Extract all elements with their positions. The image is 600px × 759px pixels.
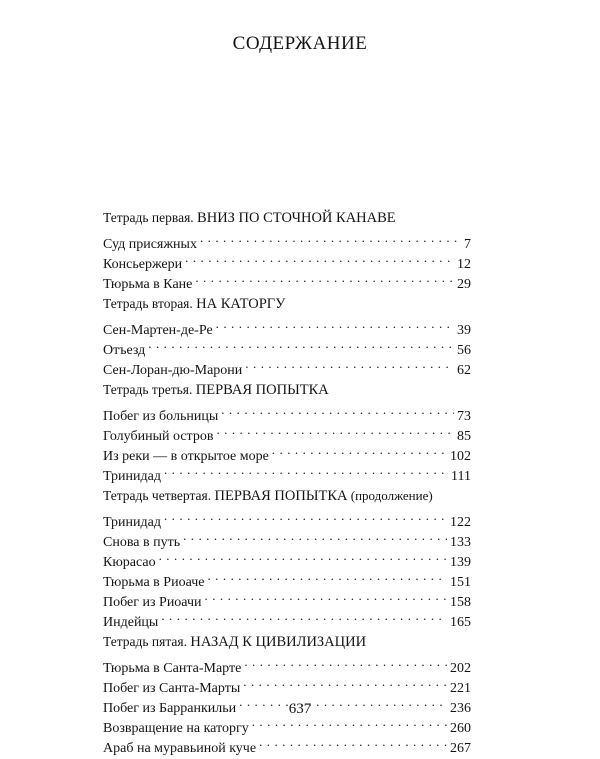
toc-entry (103, 228, 471, 252)
toc-entry (103, 354, 471, 378)
entry-title: Тринидад (103, 469, 161, 484)
section-heading (103, 380, 471, 400)
section-title: ПЕРВАЯ ПОПЫТКА (195, 382, 329, 398)
dot-leader (216, 314, 454, 334)
toc-entry (103, 334, 471, 358)
entry-page-number: 29 (457, 277, 471, 292)
entry-page-number: 236 (450, 701, 471, 716)
section-title: НАЗАД К ЦИВИЛИЗАЦИИ (190, 634, 367, 650)
toc-section (103, 208, 471, 292)
dot-leader (244, 652, 447, 672)
entry-page-number: 267 (450, 741, 471, 756)
section-title: ВНИЗ ПО СТОЧНОЙ КАНАВЕ (197, 210, 396, 226)
section-title: ПЕРВАЯ ПОПЫТКА (214, 488, 348, 504)
entry-title: Сен-Лоран-дю-Марони (103, 363, 243, 378)
section-heading (103, 632, 471, 652)
toc-section (103, 294, 471, 378)
dot-leader (148, 334, 454, 354)
entry-page-number: 165 (450, 615, 471, 630)
dot-leader (161, 606, 447, 626)
entry-title: Тринидад (103, 515, 161, 530)
dot-leader (243, 672, 447, 692)
entry-page-number: 122 (450, 515, 471, 530)
dot-leader (216, 420, 454, 440)
entry-title: Побег из Барранкильи (103, 701, 237, 716)
entry-page-number: 56 (457, 343, 471, 358)
entry-page-number: 139 (450, 555, 471, 570)
entry-page-number: 133 (450, 535, 471, 550)
toc-entry (103, 314, 471, 338)
entry-title: Снова в путь (103, 535, 181, 550)
entry-title: Суд присяжных (103, 237, 197, 252)
dot-leader (221, 400, 454, 420)
entry-title: Кюрасао (103, 555, 156, 570)
entry-title: Тюрьма в Риоаче (103, 575, 205, 590)
section-notebook-label: Тетрадь пятая. (103, 634, 191, 649)
entry-title: Побег из Санта-Марты (103, 681, 241, 696)
entry-page-number: 260 (450, 721, 471, 736)
dot-leader (205, 586, 448, 606)
entry-page-number: 7 (464, 237, 471, 252)
entry-title: Голубиный остров (103, 429, 214, 444)
entry-page-number: 221 (450, 681, 471, 696)
entry-page-number: 102 (450, 449, 471, 464)
entry-title: Араб на муравьиной куче (103, 741, 257, 756)
entry-page-number: 12 (457, 257, 471, 272)
entry-title: Сен-Мартен-де-Ре (103, 323, 213, 338)
entry-page-number: 73 (457, 409, 471, 424)
entry-page-number: 111 (451, 469, 471, 484)
dot-leader (200, 228, 461, 248)
toc-section (103, 632, 471, 756)
section-notebook-label: Тетрадь третья. (103, 382, 196, 397)
toc-entry (103, 506, 471, 530)
dot-leader (183, 526, 447, 546)
entry-page-number: 85 (457, 429, 471, 444)
toc-entry (103, 652, 471, 676)
entry-title: Индейцы (103, 615, 159, 630)
dot-leader (164, 506, 447, 526)
section-title: НА КАТОРГУ (196, 296, 286, 312)
dot-leader (159, 546, 447, 566)
entry-title: Возвращение на каторгу (103, 721, 249, 736)
entry-title: Тюрьма в Кане (103, 277, 193, 292)
section-heading (103, 486, 471, 506)
dot-leader (259, 732, 447, 752)
dot-leader (207, 566, 447, 586)
section-note: (продолжение) (347, 488, 433, 503)
toc-entry (103, 400, 471, 424)
entry-title: Тюрьма в Санта-Марте (103, 661, 242, 676)
page-title: СОДЕРЖАНИЕ (232, 33, 368, 54)
dot-leader (245, 354, 454, 374)
section-notebook-label: Тетрадь вторая. (103, 296, 197, 311)
dot-leader (272, 440, 447, 460)
dot-leader (164, 460, 448, 480)
entry-page-number: 39 (457, 323, 471, 338)
entry-page-number: 158 (450, 595, 471, 610)
toc-entry (103, 546, 471, 570)
entry-page-number: 202 (450, 661, 471, 676)
section-notebook-label: Тетрадь первая. (103, 210, 198, 225)
dot-leader (185, 248, 454, 268)
table-of-contents (103, 208, 471, 758)
dot-leader (195, 268, 454, 288)
toc-section (103, 380, 471, 484)
toc-entry (103, 566, 471, 590)
entry-title: Консьержери (103, 257, 183, 272)
section-heading (103, 294, 471, 314)
section-notebook-label: Тетрадь четвертая. (103, 488, 215, 503)
entry-page-number: 62 (457, 363, 471, 378)
entry-title: Отъезд (103, 343, 146, 358)
entry-title: Побег из больницы (103, 409, 219, 424)
toc-section (103, 486, 471, 630)
entry-title: Из реки — в открытое море (103, 449, 269, 464)
section-heading (103, 208, 471, 228)
entry-page-number: 151 (450, 575, 471, 590)
entry-title: Побег из Риоачи (103, 595, 202, 610)
page-number: 637 (288, 701, 312, 717)
